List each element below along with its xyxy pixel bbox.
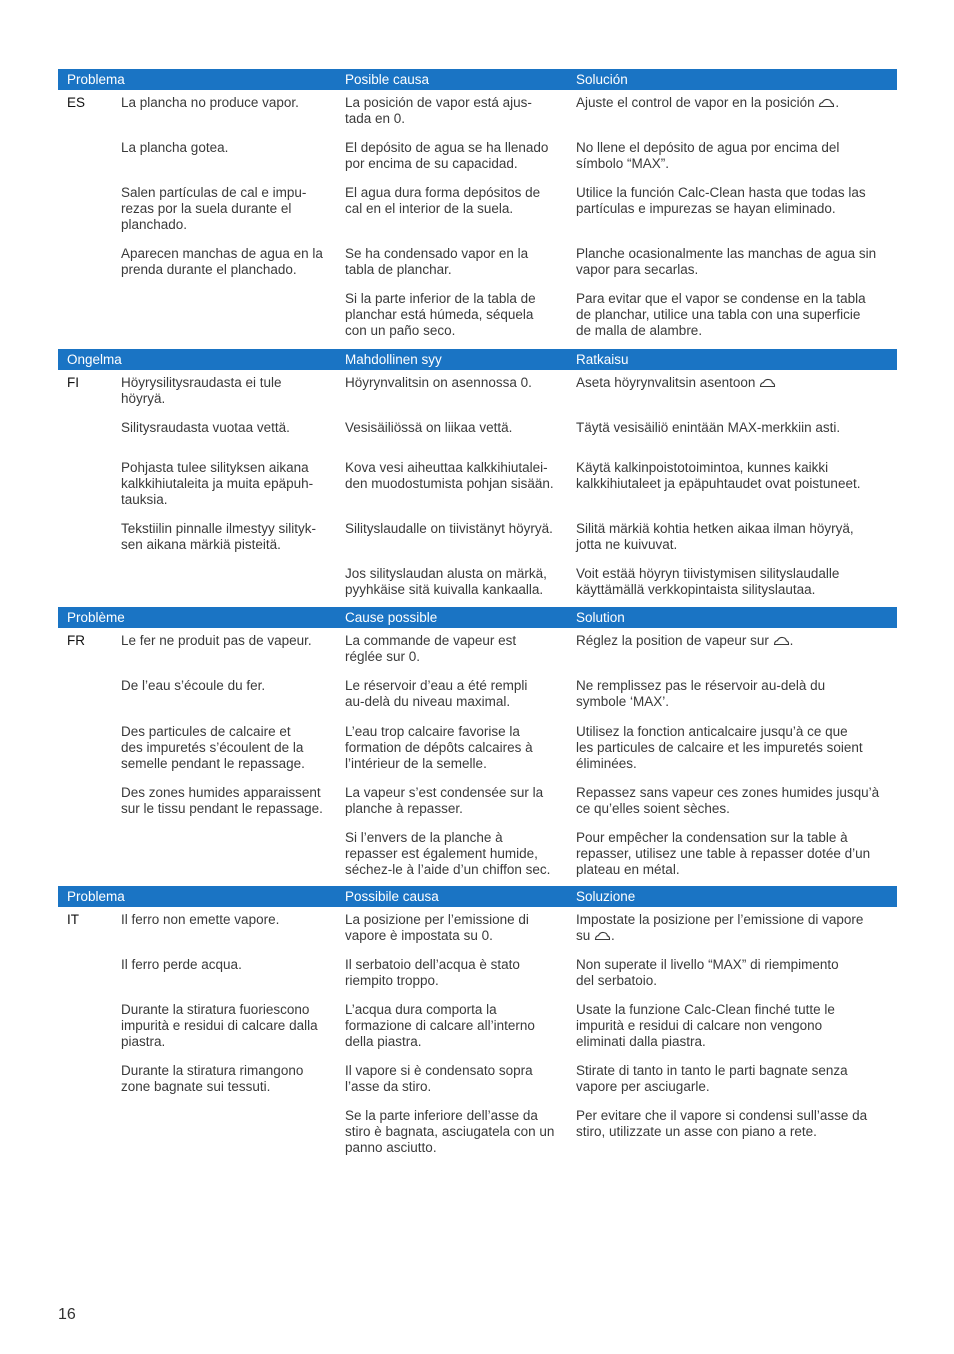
solution-cell: Pour empêcher la condensation sur la table à repasser, utilisez une table à repasser dotée d’un plateau en métal.	[576, 830, 871, 877]
solution-cell: Utilisez la fonction anticalcaire jusqu’à ce que les particules de calcaire et les impuretés soient éliminées.	[576, 724, 863, 771]
language-code: ES	[67, 95, 86, 110]
cause-cell: Le réservoir d’eau a été rempli au-delà du niveau maximal.	[345, 678, 528, 709]
solution-cell: Planche ocasionalmente las manchas de agua sin vapor para secarlas.	[576, 246, 877, 277]
solution-text: Réglez la position de vapeur sur	[576, 633, 773, 648]
header-solution: Ratkaisu	[576, 352, 629, 367]
solution-cell: Silitä märkiä kohtia hetken aikaa ilman höyryä, jotta ne kuivuvat.	[576, 521, 854, 552]
header-problem: Problema	[67, 72, 125, 87]
problem-cell: De l’eau s’écoule du fer.	[121, 678, 266, 693]
table-header	[58, 886, 897, 907]
solution-cell: Käytä kalkinpoistotoimintoa, kunnes kaikki kalkkihiutaleet ja epäpuhtaudet ovat poistuneet.	[576, 460, 861, 491]
problem-cell: Durante la stiratura rimangono zone bagnate sui tessuti.	[121, 1063, 304, 1094]
solution-text: Aseta höyrynvalitsin asentoon	[576, 375, 760, 390]
solution-text-end: .	[835, 95, 840, 110]
cause-cell: Si l’envers de la planche à repasser est également humide, séchez-le à l’aide d’un chiffon sec.	[345, 830, 551, 877]
solution-cell: Non superate il livello “MAX” di riempimento del serbatoio.	[576, 957, 839, 988]
steam-icon	[759, 378, 776, 388]
problem-cell: La plancha no produce vapor.	[121, 95, 299, 110]
solution-cell: No llene el depósito de agua por encima del símbolo “MAX”.	[576, 140, 840, 171]
problem-cell: Des particules de calcaire et des impuretés s’écoulent de la semelle pendant le repassage.	[121, 724, 305, 771]
solution-text-end: .	[789, 633, 794, 648]
solution-text-end: .	[611, 928, 615, 943]
cause-cell: Kova vesi aiheuttaa kalkkihiutalei- den muodostumista pohjan sisään.	[345, 460, 554, 491]
solution-text: Ajuste el control de vapor en la posición	[576, 95, 819, 110]
cause-cell: Il vapore si è condensato sopra l’asse da stiro.	[345, 1063, 533, 1094]
cause-cell: Höyrynvalitsin on asennossa 0.	[345, 375, 532, 390]
problem-cell: Il ferro non emette vapore.	[121, 912, 280, 927]
cause-cell: L’eau trop calcaire favorise la formation de dépôts calcaires à l’intérieur de la semelle.	[345, 724, 533, 771]
solution-cell: Täytä vesisäiliö enintään MAX-merkkiin asti.	[576, 420, 841, 435]
problem-cell: Höyrysilitysraudasta ei tule höyryä.	[121, 375, 282, 406]
problem-cell: Aparecen manchas de agua en la prenda durante el planchado.	[121, 246, 323, 277]
steam-icon	[773, 636, 790, 646]
problem-cell: Tekstiilin pinnalle ilmestyy silityk- sen aikana märkiä pisteitä.	[121, 521, 317, 552]
section-fr	[58, 607, 897, 886]
table-header	[58, 607, 897, 628]
cause-cell: Se la parte inferiore dell’asse da stiro è bagnata, asciugatela con un panno asciutto.	[345, 1108, 555, 1155]
section-it	[58, 886, 897, 1167]
header-solution: Soluzione	[576, 889, 636, 904]
section-fi	[58, 349, 897, 607]
solution-cell	[576, 912, 888, 944]
header-cause: Possibile causa	[345, 889, 439, 904]
header-problem: Problema	[67, 889, 125, 904]
header-cause: Cause possible	[345, 610, 438, 625]
problem-cell: Des zones humides apparaissent sur le tissu pendant le repassage.	[121, 785, 323, 816]
solution-cell: Usate la funzione Calc-Clean finché tutte le impurità e residui di calcare non vengono eliminati dalla piastra.	[576, 1002, 835, 1049]
cause-cell: El depósito de agua se ha llenado por encima de su capacidad.	[345, 140, 549, 171]
cause-cell: Si la parte inferior de la tabla de planchar está húmeda, séquela con un paño seco.	[345, 291, 536, 338]
solution-cell	[576, 633, 888, 649]
cause-cell: Jos silityslaudan alusta on märkä, pyyhkäise sitä kuivalla kankaalla.	[345, 566, 547, 597]
solution-cell: Repassez sans vapeur ces zones humides jusqu’à ce qu’elles soient sèches.	[576, 785, 880, 816]
header-cause: Posible causa	[345, 72, 430, 87]
steam-icon	[818, 98, 835, 108]
solution-cell: Stirate di tanto in tanto le parti bagnate senza vapore per asciugarle.	[576, 1063, 848, 1094]
language-code: FI	[67, 375, 79, 390]
cause-cell: Il serbatoio dell’acqua è stato riempito troppo.	[345, 957, 520, 988]
cause-cell: Se ha condensado vapor en la tabla de planchar.	[345, 246, 529, 277]
problem-cell: Silitysraudasta vuotaa vettä.	[121, 420, 290, 435]
header-cause: Mahdollinen syy	[345, 352, 442, 367]
cause-cell: La posizione per l’emissione di vapore è impostata su 0.	[345, 912, 529, 943]
page-number: 16	[58, 1306, 76, 1323]
solution-cell: Para evitar que el vapor se condense en la tabla de planchar, utilice una tabla con una superficie de malla de alambre.	[576, 291, 866, 338]
problem-cell: Pohjasta tulee silityksen aikana kalkkihiutaleita ja muita epäpuh- tauksia.	[121, 460, 314, 507]
solution-cell: Voit estää höyryn tiivistymisen silityslaudalle käyttämällä verkkopintaista silityslautaa.	[576, 566, 840, 597]
table-header	[58, 69, 897, 90]
problem-cell: Salen partículas de cal e impu- rezas por la suela durante el planchado.	[121, 185, 307, 232]
header-solution: Solution	[576, 610, 625, 625]
section-es	[58, 69, 897, 349]
problem-cell: Durante la stiratura fuoriescono impurità e residui di calcare dalla piastra.	[121, 1002, 318, 1049]
solution-cell	[576, 375, 888, 391]
header-problem: Ongelma	[67, 352, 122, 367]
cause-cell: La posición de vapor está ajus- tada en 0.	[345, 95, 532, 126]
cause-cell: L’acqua dura comporta la formazione di calcare all’interno della piastra.	[345, 1002, 535, 1049]
solution-cell: Utilice la función Calc-Clean hasta que todas las partículas e impurezas se hayan eliminado.	[576, 185, 866, 216]
solution-cell: Ne remplissez pas le réservoir au-delà du symbole ‘MAX’.	[576, 678, 826, 709]
troubleshooting-tables	[58, 69, 897, 1167]
header-problem: Problème	[67, 610, 125, 625]
steam-icon	[594, 931, 611, 941]
language-code: IT	[67, 912, 79, 927]
problem-cell: Il ferro perde acqua.	[121, 957, 242, 972]
cause-cell: Vesisäiliössä on liikaa vettä.	[345, 420, 513, 435]
table-header	[58, 349, 897, 370]
solution-cell	[576, 95, 888, 111]
cause-cell: Silityslaudalle on tiivistänyt höyryä.	[345, 521, 553, 536]
cause-cell: La commande de vapeur est réglée sur 0.	[345, 633, 517, 664]
cause-cell: El agua dura forma depósitos de cal en el interior de la suela.	[345, 185, 541, 216]
solution-text: Impostate la posizione per l’emissione di vapore su	[576, 912, 864, 943]
problem-cell: Le fer ne produit pas de vapeur.	[121, 633, 312, 648]
cause-cell: La vapeur s’est condensée sur la planche à repasser.	[345, 785, 544, 816]
language-code: FR	[67, 633, 85, 648]
problem-cell: La plancha gotea.	[121, 140, 229, 155]
header-solution: Solución	[576, 72, 628, 87]
solution-cell: Per evitare che il vapore si condensi sull’asse da stiro, utilizzate un asse con piano a rete.	[576, 1108, 868, 1139]
